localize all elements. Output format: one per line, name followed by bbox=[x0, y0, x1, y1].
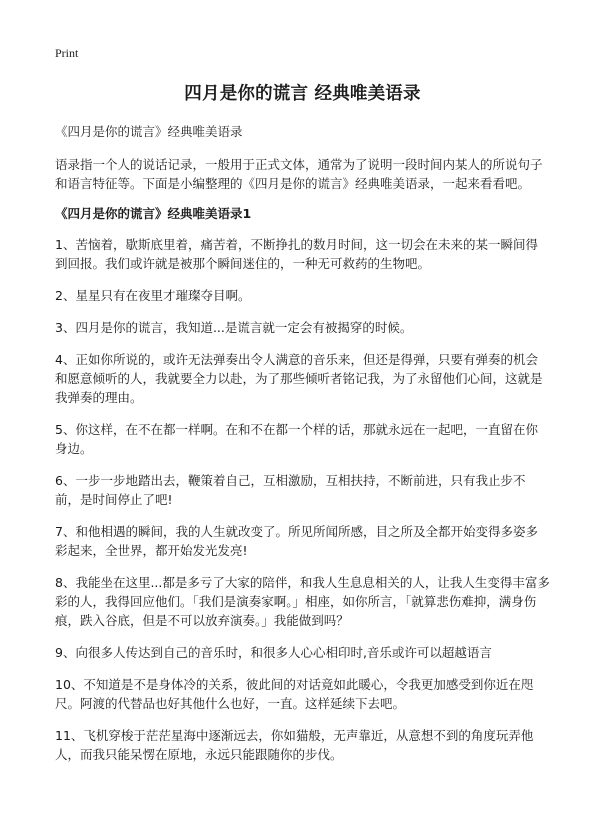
quote-item: 10、不知道是不是身体冷的关系，彼此间的对话竟如此暖心，令我更加感受到你近在咫尺。阿渡的代替品也好其他什么也好，一直。这样延续下去吧。 bbox=[55, 677, 534, 711]
intro-paragraph: 语录指一个人的说话记录，一般用于正式文体，通常为了说明一段时间内某人的所说句子和语言特征等。下面是小编整理的《四月是你的谎言》经典唯美语录，一起来看看吧。 bbox=[55, 157, 543, 191]
quote-item: 11、飞机穿梭于茫茫星海中逐渐远去，你如猫般，无声靠近，从意想不到的角度玩弄他人，而我只能呆愣在原地，永远只能跟随你的步伐。 bbox=[55, 728, 534, 762]
quote-item: 4、正如你所说的，或许无法弹奏出令人满意的音乐来，但还是得弹，只要有弹奏的机会和愿意倾听的人，我就要全力以赴，为了那些倾听者铭记我，为了永留他们心间，这就是我弹奏的理由。 bbox=[55, 352, 543, 405]
quote-item: 1、苦恼着，歇斯底里着，痛苦着，不断挣扎的数月时间，这一切会在未来的某一瞬间得到回报。我们或许就是被那个瞬间迷住的，一种无可救药的生物吧。 bbox=[55, 237, 538, 271]
quote-item: 5、你这样，在不在都一样啊。在和不在都一个样的话，那就永远在一起吧，一直留在你身边。 bbox=[55, 422, 538, 456]
quote-item: 7、和他相遇的瞬间，我的人生就改变了。所见所闻所感，目之所及全都开始变得多姿多彩起来，全世界，都开始发光发亮! bbox=[55, 524, 538, 558]
quote-item: 3、四月是你的谎言，我知道...是谎言就一定会有被揭穿的时候。 bbox=[55, 320, 413, 335]
quote-list bbox=[55, 235, 550, 764]
document-subtitle: 《四月是你的谎言》经典唯美语录 bbox=[55, 124, 243, 139]
print-label: Print bbox=[55, 46, 79, 60]
quote-item: 9、向很多人传达到自己的音乐时，和很多人心心相印时,音乐或许可以超越语言 bbox=[55, 645, 492, 660]
quote-item: 2、星星只有在夜里才璀璨夺目啊。 bbox=[55, 288, 251, 303]
quote-item: 8、我能坐在这里...都是多亏了大家的陪伴，和我人生息息相关的人，让我人生变得丰富多彩的人，我得回应他们。「我们是演奏家啊。」相座，如你所言，「就算悲伤难抑，满身伤痕，跌入谷底，但是不可以放弃演奏。」我能做到吗？ bbox=[55, 575, 550, 628]
document-title: 四月是你的谎言 经典唯美语录 bbox=[184, 84, 421, 104]
quote-item: 6、一步一步地踏出去，鞭策着自己，互相激励，互相扶持，不断前进，只有我止步不前，是时间停止了吧! bbox=[55, 473, 526, 507]
section-heading: 《四月是你的谎言》经典唯美语录1 bbox=[55, 206, 252, 221]
